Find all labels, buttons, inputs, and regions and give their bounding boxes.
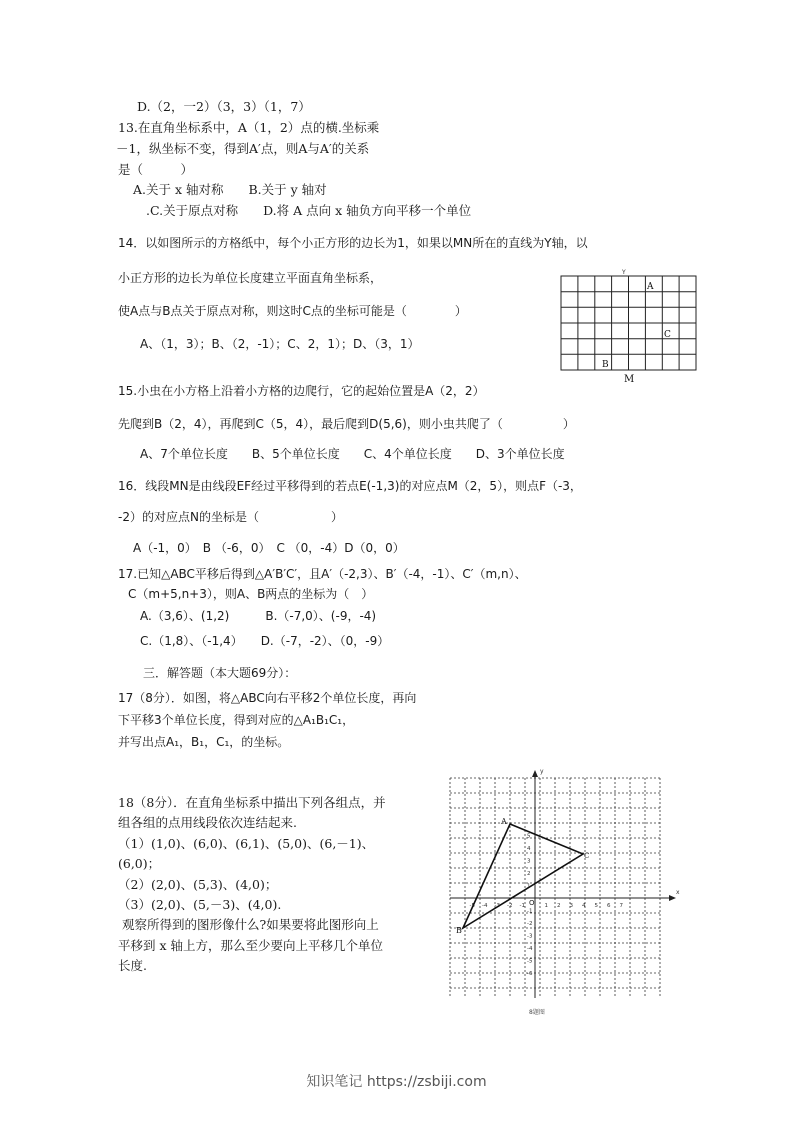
q17-options-ab: A.（3,6）、(1,2) B.（-7,0）、(-9，-4) [140,609,377,623]
x-tick-label: 7 [619,903,623,909]
q13-options-ab: A.关于 x 轴对称 B.关于 y 轴对 [133,182,327,197]
q18-stem-2: 组各组的点用线段依次连结起来. [118,815,297,830]
x-tick-label: 4 [582,903,586,909]
x-tick-label: 2 [557,903,561,909]
q17-coordinate-figure [440,764,690,1004]
q15-stem-1: 15.小虫在小方格上沿着小方格的边爬行，它的起始位置是A（2，2） [118,384,485,398]
y-tick-label: 2 [527,871,531,877]
triangle-point-b-label: B [456,926,462,935]
y-tick-label: -1 [527,908,533,915]
x-tick-label: 6 [607,903,611,909]
triangle-abc [463,824,583,928]
q18-question-3: 长度. [118,958,147,973]
q14-grid-svg [556,268,701,388]
q18-group-1-cont: (6,0)； [118,856,161,871]
q17b-stem-1: 17（8分）．如图，将△ABC向右平移2个单位长度，再向 [118,691,417,705]
q14-grid-figure [556,268,701,388]
x-tick-label: 5 [594,903,598,909]
q13-options-cd: .C.关于原点对称 D.将 A 点向 x 轴负方向平移一个单位 [146,203,472,218]
q15-options: A、7个单位长度 B、5个单位长度 C、4个单位长度 D、3个单位长度 [140,447,565,461]
q18-stem-1: 18（8分）．在直角坐标系中描出下列各组点，并 [118,795,386,810]
q18-question-1: 观察所得到的图形像什么?如果要将此图形向上 [122,917,379,932]
q13-stem-1: 13.在直角坐标系中，A（1，2）点的横.坐标乘 [118,120,380,135]
y-axis-arrow-icon [532,770,538,777]
figure-caption: 8题图 [529,1009,545,1016]
y-tick-label: 5 [527,833,531,840]
triangle-point-c-label: C [584,852,590,860]
q17-stem-2: C（m+5,n+3），则A、B两点的坐标为（ ） [128,587,374,601]
x-tick-label: 3 [569,903,573,909]
q16-stem-2: -2）的对应点N的坐标是（ ） [118,510,343,524]
x-axis-arrow-icon [669,895,676,901]
q14-point-b-label: B [602,360,609,370]
y-tick-label: -3 [527,933,533,940]
q12-option-d: D.（2，一2）（3，3）（1，7） [137,99,311,114]
y-tick-label: 4 [527,846,531,852]
y-tick-label: -5 [527,958,533,965]
q14-point-a-label: A [647,282,654,292]
footer-watermark: 知识笔记 https://zsbiji.com [306,1074,487,1090]
q14-stem-2: 小正方形的边长为单位长度建立平面直角坐标系， [118,271,383,285]
q15-stem-2: 先爬到B（2，4），再爬到C（5，4），最后爬到D(5,6)，则小虫共爬了（ ） [118,417,575,431]
origin-label: O [529,899,535,907]
y-tick-label: 3 [527,858,531,865]
q16-options: A（-1，0） B （-6，0） C （0，-4）D（0，0） [133,541,405,555]
q18-question-2: 平移到 x 轴上方，那么至少要向上平移几个单位 [118,938,383,953]
y-tick-label: 1 [527,883,531,890]
q18-group-1: （1）(1,0)、(6,0)、(6,1)、(5,0)、(6,－1)、 [118,836,375,851]
x-tick-label: -2 [507,903,513,909]
q13-stem-3: 是（ ） [118,162,194,177]
q14-stem-1: 14．以如图所示的方格纸中，每个小正方形的边长为1，如果以MN所在的直线为Y轴，以 [118,236,588,250]
y-tick-label: -2 [527,921,533,927]
y-tick-label: -4 [527,946,533,952]
y-axis-label: y [540,768,544,775]
q18-group-2: （2）(2,0)、(5,3)、(4,0)； [118,877,278,892]
x-tick-label: -5 [469,903,475,909]
q18-group-3: （3）(2,0)、(5,－3)、(4,0). [118,897,282,912]
q17-options-cd: C.（1,8）、（-1,4） D.（-7，-2）、（0，-9） [140,634,390,648]
q17-coordinate-svg [440,764,690,1004]
q14-options: A、（1，3）；B、（2，-1）；C、2，1）；D、（3，1） [140,337,420,351]
q16-stem-1: 16．线段MN是由线段EF经过平移得到的若点E(-1,3)的对应点M（2，5），则点F（-3， [118,479,582,493]
q14-point-c-label: C [664,330,671,340]
section-title: 三．解答题（本大题69分）： [143,666,297,680]
q14-y-label: Y [622,269,626,276]
x-tick-label: -4 [482,903,488,909]
q17b-stem-2: 下平移3个单位长度，得到对应的△A₁B₁C₁， [118,713,355,727]
q17b-stem-3: 并写出点A₁，B₁，C₁，的坐标。 [118,735,290,749]
x-axis-label: x [676,889,680,896]
q13-stem-2: －1，纵坐标不变，得到A′点，则A与A′的关系 [116,141,370,156]
q14-stem-3: 使A点与B点关于原点对称，则这时C点的坐标可能是（ ） [118,304,467,318]
q14-point-m-label: M [624,374,635,385]
triangle-point-a-label: A [501,817,507,826]
y-tick-label: -6 [527,971,533,977]
x-tick-label: -1 [519,903,525,909]
x-tick-label: -3 [494,903,500,909]
x-tick-label: 1 [544,903,548,909]
q17-stem-1: 17.已知△ABC平移后得到△A′B′C′，且A′（-2,3）、B′（-4，-1）、C′（m,n）、 [118,567,527,581]
